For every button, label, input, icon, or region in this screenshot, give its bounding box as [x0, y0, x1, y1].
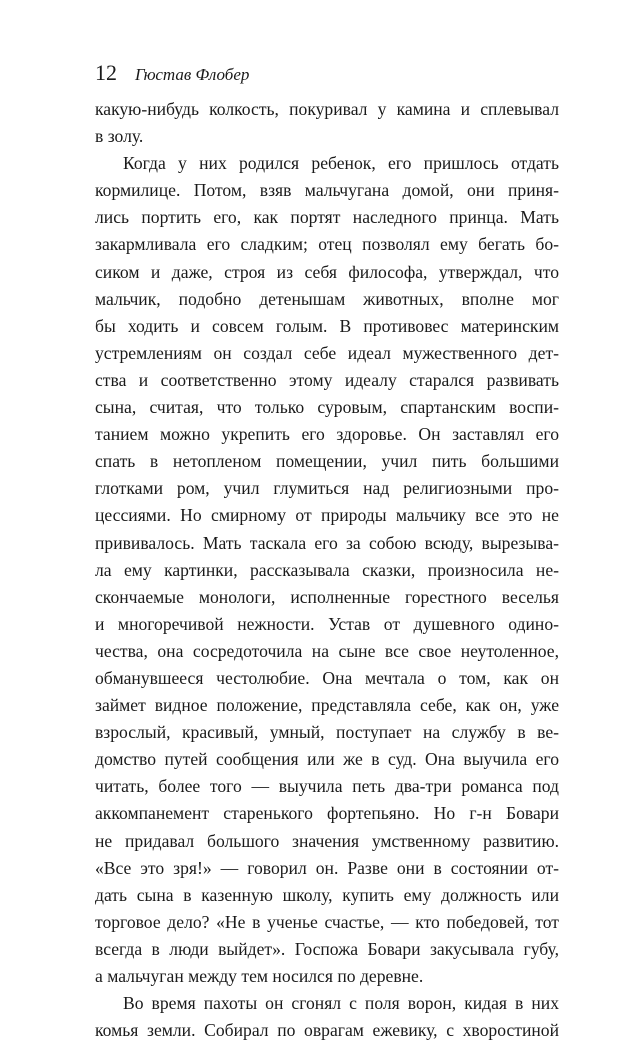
- page-header: [95, 60, 559, 96]
- text-line: сына, считая, что только суровым, спартанским воспи-: [95, 397, 559, 418]
- text-line: цессиями. Но смирному от природы мальчику все это не: [95, 505, 559, 526]
- text-line: займет видное положение, представляла себе, как он, уже: [95, 695, 559, 716]
- text-line: всегда в люди выйдет». Госпожа Бовари закусывала губу,: [95, 938, 559, 959]
- text-line: прививалось. Мать таскала его за собою всюду, вырезыва-: [95, 532, 559, 553]
- text-line: ства и соответственно этому идеалу старался развивать: [95, 369, 559, 390]
- text-line: в золу.: [95, 126, 144, 147]
- text-line: бы ходить и совсем голым. В противовес материнским: [95, 315, 559, 336]
- text-line: ла ему картинки, рассказывала сказки, произносила не-: [95, 559, 559, 580]
- text-line: читать, более того — выучила петь два-три романса под: [95, 776, 559, 797]
- text-line: Во время пахоты он сгонял с поля ворон, кидая в них: [123, 993, 559, 1014]
- text-line: скончаемые монологи, исполненные горестного веселья: [95, 586, 559, 607]
- text-line: и многоречивой нежности. Устав от душевного одино-: [95, 613, 559, 634]
- book-page: [95, 60, 559, 1044]
- text-line: какую-нибудь колкость, покуривал у камина и сплевывал: [95, 99, 559, 119]
- text-line: аккомпанемент старенького фортепьяно. Но г-н Бовари: [95, 803, 559, 824]
- text-line: спать в нетопленом помещении, учил пить большими: [95, 451, 559, 472]
- text-line: дать сына в казенную школу, купить ему должность или: [95, 884, 559, 905]
- text-line: глотками ром, учил глумиться над религиозными про-: [95, 478, 559, 499]
- text-line: лись портить его, как портят наследного принца. Мать: [95, 207, 559, 228]
- body-text: [95, 96, 559, 1044]
- text-line: обманувшееся честолюбие. Она мечтала о том, как он: [95, 667, 559, 688]
- running-title: Гюстав Флобер: [135, 65, 250, 84]
- text-line: комья земли. Собирал по оврагам ежевику, с хворостиной: [95, 1020, 559, 1041]
- text-line: сиком и даже, строя из себя философа, утверждал, что: [95, 261, 559, 282]
- text-line: чества, она сосредоточила на сыне все свое неутоленное,: [95, 640, 559, 661]
- text-line: взрослый, красивый, умный, поступает на службу в ве-: [95, 722, 559, 743]
- text-line: танием можно укрепить его здоровье. Он заставлял его: [95, 424, 559, 445]
- text-line: закармливала его сладким; отец позволял ему бегать бо-: [95, 234, 559, 255]
- text-line: кормилице. Потом, взяв мальчугана домой, они приня-: [95, 180, 559, 201]
- text-line: Когда у них родился ребенок, его пришлось отдать: [123, 153, 559, 174]
- text-line: а мальчуган между тем носился по деревне.: [95, 966, 424, 986]
- text-line: устремлениям он создал себе идеал мужественного дет-: [95, 342, 559, 363]
- text-line: «Все это зря!» — говорил он. Разве они в состоянии от-: [95, 857, 559, 878]
- text-line: не придавал большого значения умственному развитию.: [95, 830, 559, 851]
- text-line: торговое дело? «Не в ученье счастье, — кто победовей, тот: [95, 911, 559, 932]
- text-line: домство путей сообщения или же в суд. Она выучила его: [95, 749, 559, 770]
- page-number: 12: [95, 60, 117, 85]
- text-line: мальчик, подобно детенышам животных, вполне мог: [95, 288, 559, 309]
